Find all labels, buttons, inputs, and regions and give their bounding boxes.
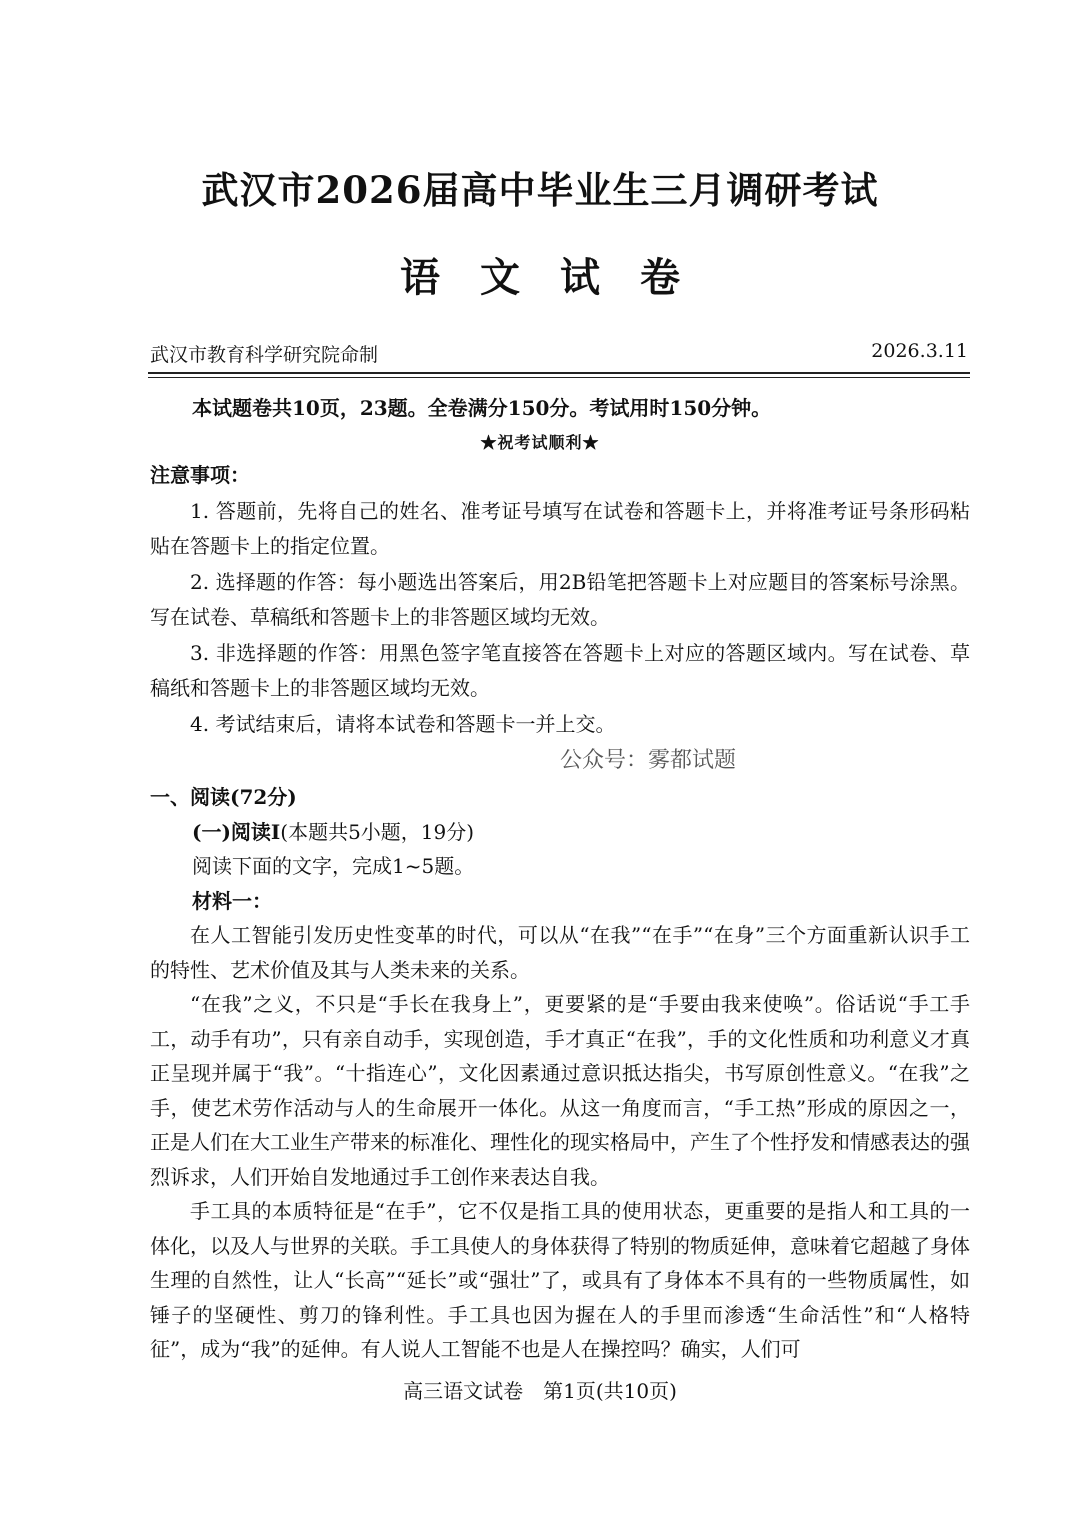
note-item: 3. 非选择题的作答：用黑色签字笔直接答在答题卡上对应的答题区域内。写在试卷、草稿纸和答题卡上的非答题区域均无效。 [150, 640, 970, 700]
sub-heading [150, 815, 970, 850]
divider-thick [148, 372, 970, 374]
exam-date: 2026.3.11 [871, 340, 968, 362]
subject-title: 语文试卷 [400, 254, 720, 301]
page-footer: 高三语文试卷 第1页(共10页) [403, 1379, 677, 1403]
sub-heading-detail: (本题共5小题，19分) [280, 819, 475, 844]
issuer: 武汉市教育科学研究院命制 [150, 344, 379, 366]
note-item: 1. 答题前，先将自己的姓名、准考证号填写在试卷和答题卡上，并将准考证号条形码粘贴在答题卡上的指定位置。 [150, 498, 970, 558]
exam-info: 本试题卷共10页，23题。全卷满分150分。考试用时150分钟。 [192, 396, 772, 420]
divider-thin [148, 377, 970, 378]
reading-section [150, 780, 970, 1367]
paragraph: 在人工智能引发历史性变革的时代，可以从“在我”“在手”“在身”三个方面重新认识手工的特性、艺术价值及其与人类未来的关系。 [150, 923, 970, 982]
paragraph: 手工具的本质特征是“在手”，它不仅是指工具的使用状态，更重要的是指人和工具的一体化，以及人与世界的关联。手工具使人的身体获得了特别的物质延伸，意味着它超越了身体生理的自然性，让人“长高”“延长”或“强壮”了，或具有了身体本不具有的一些物质属性，如锤子的坚硬性、剪刀的锋利性。手工具也因为握在人的手里而渗透“生命活性”和“人格特征”，成为“我”的延伸。有人说人工智能不也是人在操控吗？确实，人们可 [150, 1199, 970, 1361]
exam-title: 武汉市2026届高中毕业生三月调研考试 [201, 168, 879, 212]
notes-section [150, 458, 970, 742]
watermark: 公众号：雾都试题 [560, 748, 737, 773]
note-item: 4. 考试结束后，请将本试卷和答题卡一并上交。 [190, 711, 616, 736]
paragraph: “在我”之义，不只是“手长在我身上”，更要紧的是“手要由我来使唤”。俗话说“手工手工，动手有功”，只有亲自动手，实现创造，手才真正“在我”，手的文化性质和功利意义才真正呈现并属于“我”。“十指连心”，文化因素通过意识抵达指尖，书写原创性意义。“在我”之手，使艺术劳作活动与人的生命展开一体化。从这一角度而言，“手工热”形成的原因之一，正是人们在大工业生产带来的标准化、理性化的现实格局中，产生了个性抒发和情感表达的强烈诉求，人们开始自发地通过手工创作来表达自我。 [150, 992, 970, 1189]
instruction: 阅读下面的文字，完成1~5题。 [192, 854, 475, 878]
wish-line: ★祝考试顺利★ [480, 433, 600, 452]
section-heading: 一、阅读(72分) [150, 785, 297, 809]
note-item: 2. 选择题的作答：每小题选出答案后，用2B铅笔把答题卡上对应题目的答案标号涂黑。写在试卷、草稿纸和答题卡上的非答题区域均无效。 [150, 569, 970, 629]
material-label: 材料一： [192, 888, 272, 913]
notes-heading: 注意事项： [150, 463, 250, 487]
sub-heading-title: (一)阅读Ⅰ [192, 819, 281, 844]
